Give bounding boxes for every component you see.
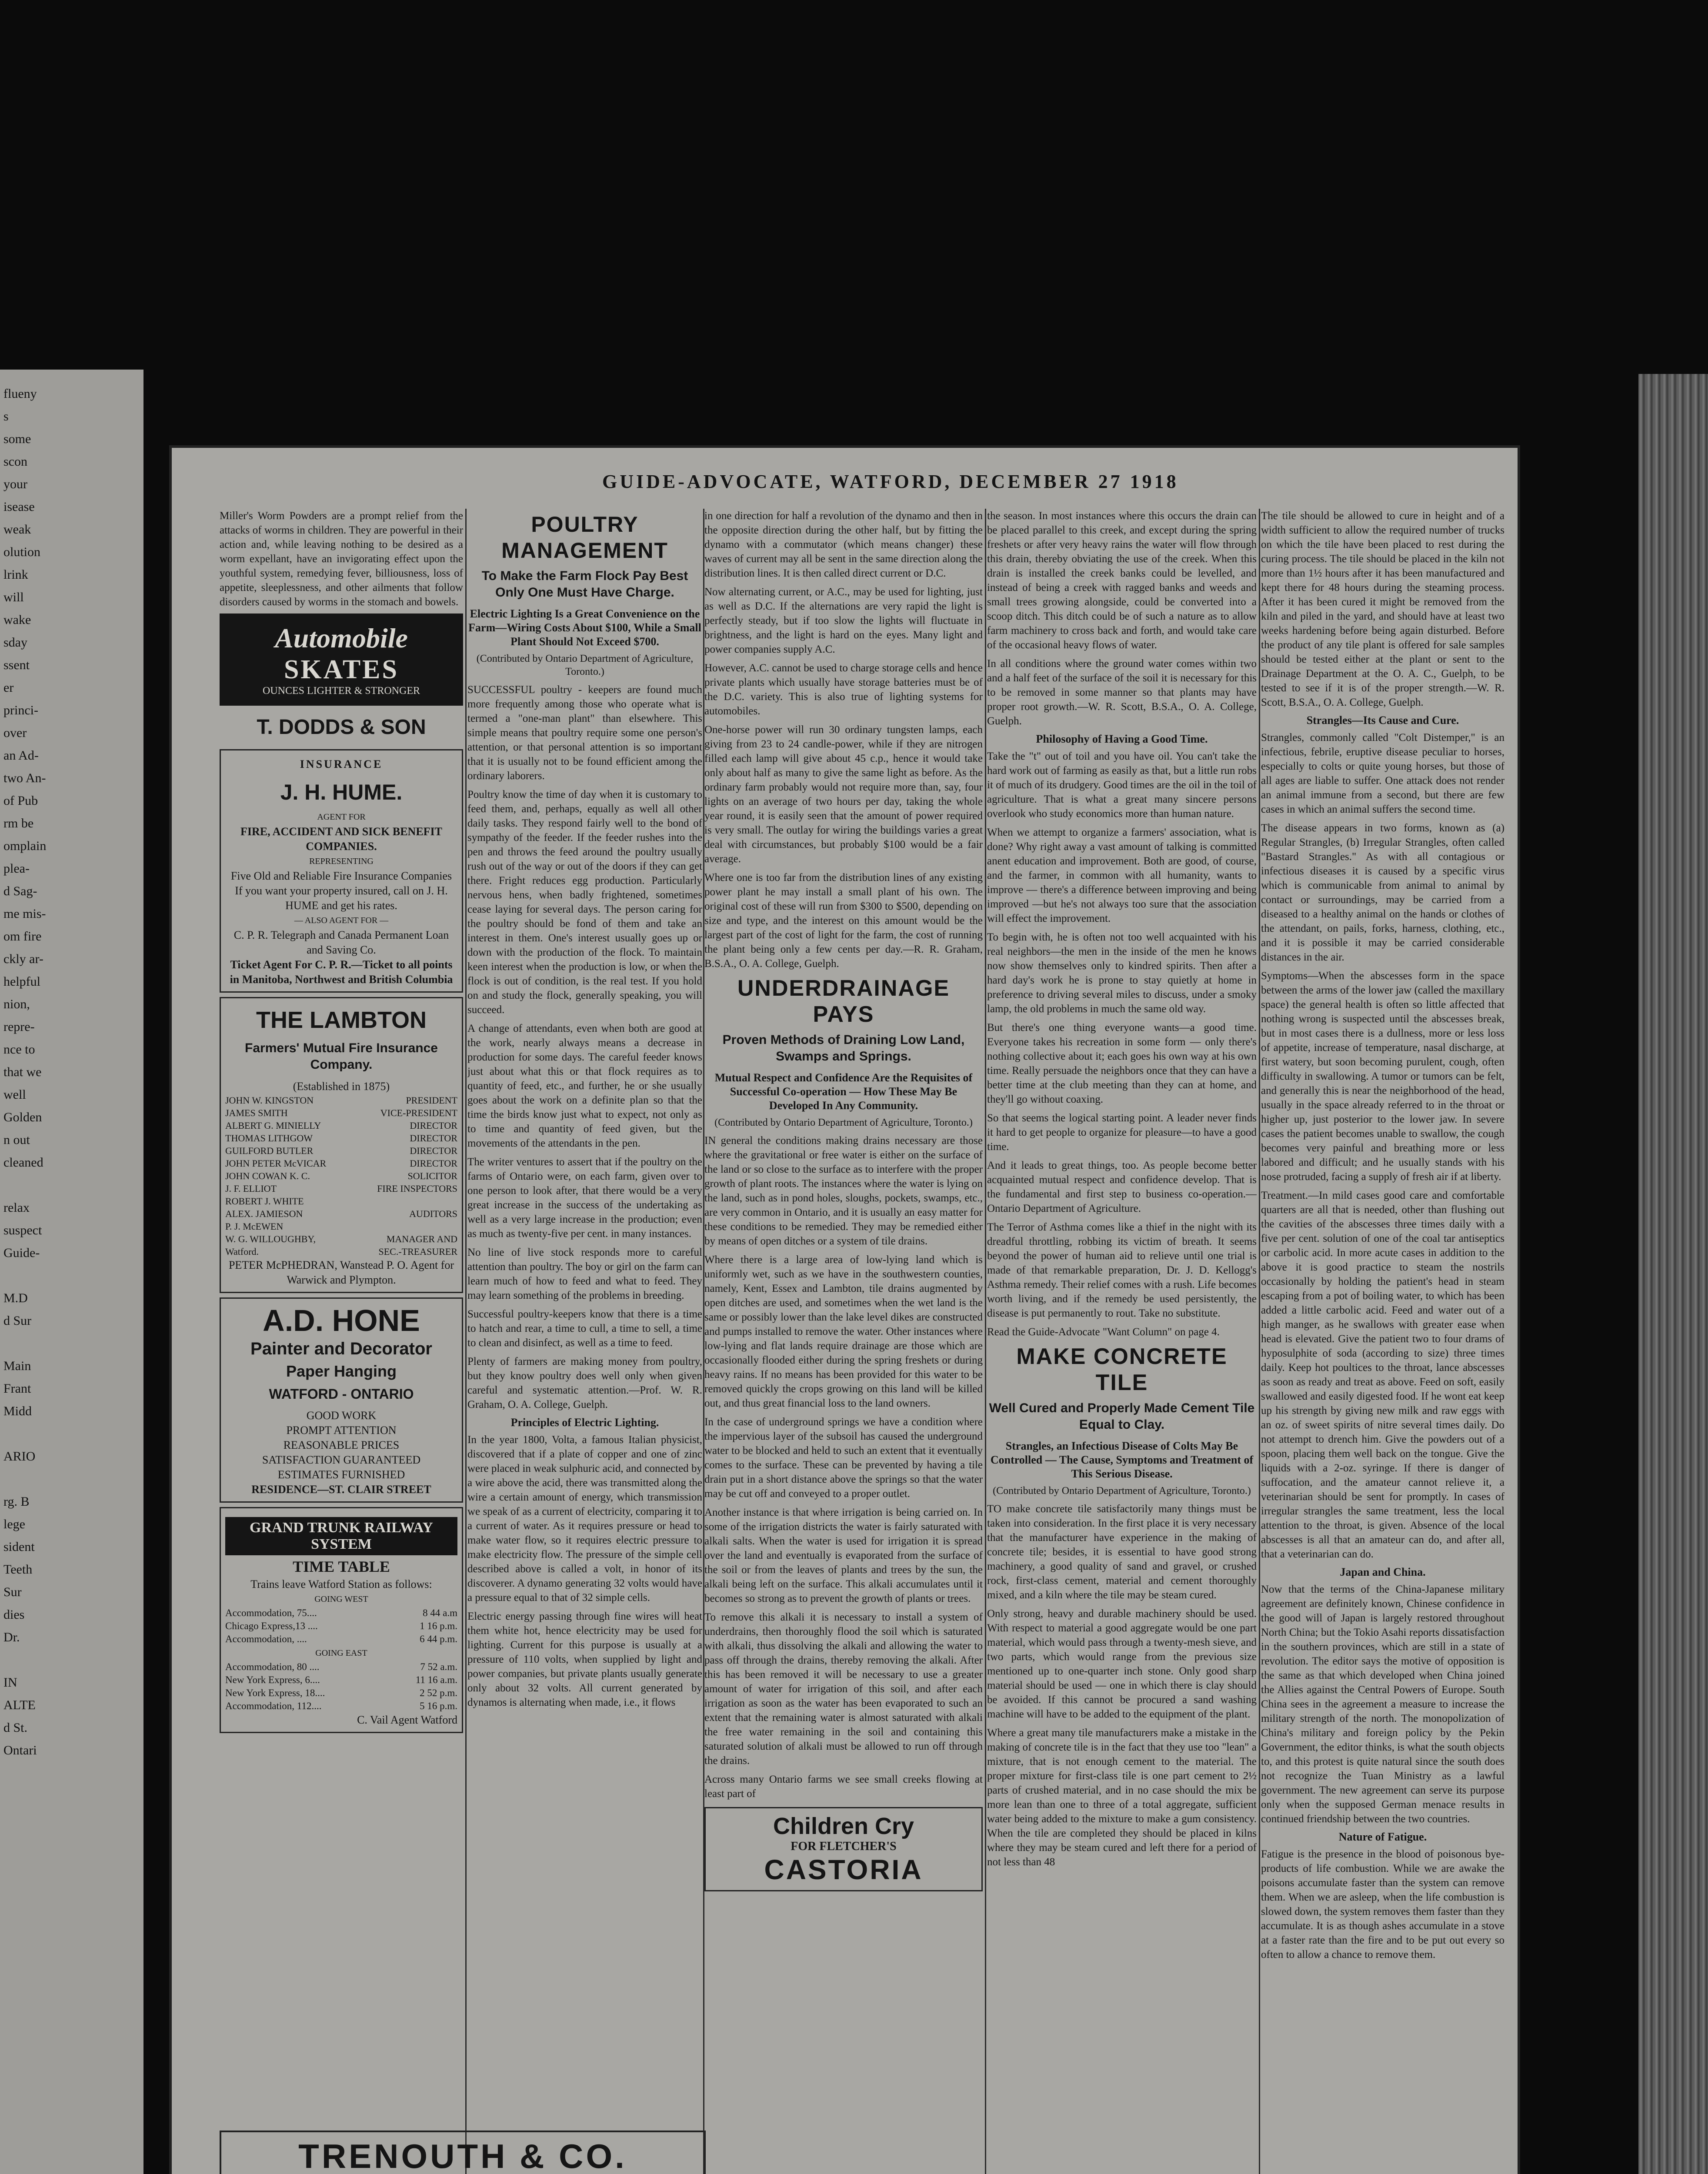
paragraph: When we attempt to organize a farmers' association, what is done? Why right away a vast amount of talking is committed anent education and improvement. Both are good, of course, and the farmer, in common with all humanity, wants to improve — there's a difference between improving and being improved —but he's not always too sure that the association will effect the improvement. xyxy=(987,827,1257,924)
strangles-body xyxy=(1261,730,1505,1561)
station-agent: C. Vail Agent Watford xyxy=(357,1714,457,1726)
fatigue-title: Nature of Fatigue. xyxy=(1338,1831,1427,1843)
japan-china-title: Japan and China. xyxy=(1340,1566,1426,1578)
paragraph: Fatigue is the presence in the blood of poisonous bye-products of life combustion. While we are awake the poisons accumulate faster than the system can remove them. When we are asleep, when the life combustion is slowed down, the system removes them faster than they accumulate. It is as though ashes accumulate in a stove at a faster rate than the fire and to be put out every so often to allow a chance to remove them. xyxy=(1261,1848,1505,1961)
skates-tagline: OUNCES LIGHTER & STRONGER xyxy=(262,685,420,697)
hone-services xyxy=(225,1408,457,1482)
going-east-label: GOING EAST xyxy=(315,1648,367,1658)
column-strangles xyxy=(1261,509,1505,2174)
paragraph: TO make concrete tile satisfactorily many things must be taken into consideration. In the first place it is very necessary that the manufacturer have experience in the making of concrete tile; besides, it is essential to have good strong machinery, a good quality of sand and gravel, or crushed rock, first-class cement, material and cement thoroughly mixed, and a kiln where the tile may be steam cured. xyxy=(987,1503,1257,1601)
underdrainage-continued xyxy=(987,509,1257,728)
lambton-agent: PETER McPHEDRAN, Wanstead P. O. Agent for Warwick and Plympton. xyxy=(228,1259,454,1286)
japan-china-body xyxy=(1261,1582,1505,1826)
poultry-sub: Electric Lighting Is a Great Convenience on the Farm—Wiring Costs About $100, While a Small Plant Should Not Exceed $700. xyxy=(468,607,701,648)
electric-continued xyxy=(704,509,983,971)
officer-row xyxy=(225,1233,457,1245)
grand-trunk-logo: GRAND TRUNK RAILWAY SYSTEM xyxy=(225,1517,457,1555)
hone-line1: Painter and Decorator xyxy=(250,1339,432,1358)
hone-service-item: SATISFACTION GUARANTEED xyxy=(262,1454,421,1466)
poultry-deck: To Make the Farm Flock Pay Best Only One Must Have Charge. xyxy=(481,569,688,600)
officer-row-name: JAMES SMITH xyxy=(225,1107,288,1118)
paragraph: Only strong, heavy and durable machinery should be used. With respect to material a good aggregate would be one part material, which would pass through a twenty-mesh sieve, and two parts, which would range from the previous size mentioned up to one-quarter inch stone. Only good sharp material should be used — one in which there is clay should be avoided. If this cannot be procured a sand washing machine will have to be added to the equipment of the plant. xyxy=(987,1608,1257,1720)
hone-ad xyxy=(220,1297,463,1503)
concrete-tile-deck: Well Cured and Properly Made Cement Tile Equal to Clay. xyxy=(989,1401,1255,1432)
paragraph: But there's one thing everyone wants—a good time. Everyone takes his recreation in some form — only there's nothing collective about it; each goes his own way at his own time. Really persuade the neighbors once that they can have a better time at the club meeting than they can at home, and they'll go without coaxing. xyxy=(987,1022,1257,1105)
agent-for-label: AGENT FOR xyxy=(317,812,366,822)
paragraph: Poultry know the time of day when it is customary to feed them, and, perhaps, equally as well all other daily tasks. They respond fairly well to the bond of sympathy of the feeder. If the feeder rushes into the pen and throws the feed around the poultry usually rush out of the way or out of the doors if they can get there. Fright reduces egg production. Particularly nervous hens, when badly frightened, sometimes cease laying for several days. The person caring for the poultry should be fond of them and take an interest in them. One's interest usually goes up or down with the production of the flock. To maintain keen interest when the production is low, or when the flock is out of condition, is the real test. If you hold on and study the flock, generally speaking, you will succeed. xyxy=(467,789,702,1016)
column-concrete-tile xyxy=(987,509,1257,2174)
underdrainage-sub: Mutual Respect and Confidence Are the Requisites of Successful Co-operation — How These May Be Developed In Any Community. xyxy=(714,1071,973,1112)
concrete-tile-body xyxy=(987,1502,1257,1869)
officer-row xyxy=(225,1195,457,1207)
officer-row-role: PRESIDENT xyxy=(406,1095,457,1106)
adjacent-page-fragment xyxy=(0,370,143,2174)
lambton-subtitle: Farmers' Mutual Fire Insurance Company. xyxy=(245,1041,438,1072)
officer-row-name: W. G. WILLOUGHBY, xyxy=(225,1234,316,1244)
officer-row-role: DIRECTOR xyxy=(410,1158,457,1169)
train-row-train: Chicago Express,13 .... xyxy=(225,1620,318,1631)
going-west-label: GOING WEST xyxy=(314,1594,368,1604)
asthma-notice: The Terror of Asthma comes like a thief in the night with its dreadful throttling, robbing its victim of breath. It seems beyond the power of human aid to relieve until one trial is made of that remarkable preparation, Dr. J. D. Kellogg's Asthma remedy. Their relief comes with a rush. Life becomes worth living, and if the remedy be used persistently, the disease is put permanently to rout. Take no substitute. xyxy=(987,1221,1257,1319)
insurance-agent-name: J. H. HUME. xyxy=(280,780,403,804)
train-row-train: Accommodation, 112.... xyxy=(225,1701,322,1711)
paragraph: Now alternating current, or A.C., may be used for lighting, just as well as D.C. If the alternations are very rapid the light is perfectly steady, but if too slow the lights will fluctuate in brightness, and the light is hard on the eyes. Many light and power companies supply A.C. xyxy=(704,586,983,655)
hone-service-item: GOOD WORK xyxy=(306,1409,377,1422)
train-row-time: 1 16 p.m. xyxy=(420,1620,457,1631)
paragraph: IN general the conditions making drains necessary are those where the gravitational or free water is either on the surface of the land or so close to the surface as to interfere with the proper growth of plant roots. The instances where the water is lying on the land, such as in pond holes, sloughs, pockets, swamps, etc., are very common in Ontario, and it is usually an easy matter for these conditions to be remedied. They may be remedied either by means of open ditches or a system of tile drains. xyxy=(704,1135,983,1247)
hone-service-item: REASONABLE PRICES xyxy=(283,1439,400,1451)
also-agent-label: — ALSO AGENT FOR — xyxy=(294,916,389,925)
underdrainage-headline: UNDERDRAINAGE PAYS xyxy=(737,976,950,1027)
paragraph: To begin with, he is often not too well acquainted with his real neighbors—the men in the inside of the men he knows now show themselves only to kindred spirits. Then after a hard day's work he is prone to stay quietly at home in preference to driving several miles to discuss, under a smoky lamp, the old problems in much the same old way. xyxy=(987,931,1257,1015)
column-underdrainage xyxy=(704,509,983,2174)
column-poultry xyxy=(467,509,702,2117)
adjacent-page-edges xyxy=(1638,374,1708,2174)
officer-row xyxy=(225,1107,457,1119)
train-row-time: 8 44 a.m xyxy=(423,1607,457,1618)
representing-label: REPRESENTING xyxy=(309,857,374,866)
paragraph: Strangles, commonly called "Colt Distemper," is an infectious, febrile, eruptive disease peculiar to horses, especially to colts or quite young horses, but those of all ages are liable to suffer. One attack does not render an animal immune from a second, but there are few cases in which an animal suffers the second time. xyxy=(1261,732,1505,815)
paragraph: Where a great many tile manufacturers make a mistake in the making of concrete tile is in the fact that they use too "lean" a mixture, that is not enough cement to the material. The proper mixture for first-class tile is one part cement to 2½ parts of crushed material, and in no case should the mix be more lean than one to three of a total aggregate, sufficient water being added to the mixture to make a gum consistency. When the tile are completed they should be placed in kilns where they may be steam cured and left there for a period of not less than 48 xyxy=(987,1727,1257,1868)
trenouth-ad xyxy=(220,2131,706,2174)
insurance-representing: Five Old and Reliable Fire Insurance Companies xyxy=(230,870,452,882)
lambton-officers xyxy=(225,1094,457,1258)
tile-continued xyxy=(1261,509,1505,710)
officer-row-name: GUILFORD BUTLER xyxy=(225,1145,314,1156)
underdrainage-deck: Proven Methods of Draining Low Land, Swamps and Springs. xyxy=(722,1033,965,1064)
timetable-title: TIME TABLE xyxy=(293,1558,390,1575)
paragraph: Plenty of farmers are making money from poultry, but they know poultry does well only when given careful and systematic attention.—Prof. W. R. Graham, O. A. College, Guelph. xyxy=(467,1356,702,1410)
paragraph: the season. In most instances where this occurs the drain can be placed parallel to this creek, and except during the spring freshets or after very heavy rains the water will flow through this drain, thereby obviating the use of the creek. When this drain is installed the creek banks could be levelled, and instead of being a creek with ragged banks and weeds and small trees growing alongside, could be converted into a scoop ditch. This ditch could be of such a nature as to allow farm machinery to cross back and forth, and would take care of the occasional heavy flows of water. xyxy=(987,510,1257,651)
paragraph: One-horse power will run 30 ordinary tungsten lamps, each giving from 23 to 24 candle-power, while if they are nitrogen filled each lamp will give about 45 c.p., hence it would take only about half as many to give the same light as before. As the ordinary farm probably would not require more than, say, four lights on an average of two hours per day, taking the whole year round, it is easily seen that the amount of power required is very small. The outlay for wiring the buildings varies a great deal with circumstances, but probably $100 would be a fair average. xyxy=(704,724,983,865)
east-trains xyxy=(225,1661,457,1713)
trenouth-title: TRENOUTH & CO. xyxy=(298,2137,627,2174)
hone-title: A.D. HONE xyxy=(263,1304,420,1337)
castoria-line2: FOR FLETCHER'S xyxy=(791,1840,897,1853)
train-row xyxy=(225,1687,457,1700)
concrete-tile-sub: Strangles, an Infectious Disease of Colts May Be Controlled — The Cause, Symptoms and Treatment of This Serious Disease. xyxy=(990,1440,1254,1480)
officer-row-role: FIRE INSPECTORS xyxy=(377,1183,457,1194)
skates-brand: Automobile xyxy=(275,623,408,654)
train-row-time: 11 16 a.m. xyxy=(415,1674,457,1685)
officer-row-role: AUDITORS xyxy=(409,1208,457,1219)
train-row-train: New York Express, 6.... xyxy=(225,1674,320,1685)
timetable-ad xyxy=(220,1507,463,1733)
insurance-ad xyxy=(220,749,463,993)
poultry-headline: POULTRY MANAGEMENT xyxy=(501,512,668,563)
paragraph: Now that the terms of the China-Japanese military agreement are definitely known, Chinese confidence in the good will of Japan is largely restored throughout North China; but the Tokio Asahi reports dissatisfaction in the southern provinces, which are still in a state of revolution. The editor says the motive of opposition is the same as that which developed when China joined the Allies against the Central Powers of Europe. South China sees in the agreement a measure to increase the military strength of the north. The monopolization of China's military and foreign policy by the Pekin Government, the editor thinks, is what the south objects to, and this protest is quite natural since the south does not recognize the Tuan Ministry as a lawful government. The new agreement can serve its purpose only when the supposed German menace results in continued friendship between the two countries. xyxy=(1261,1584,1505,1825)
hone-line2: Paper Hanging xyxy=(286,1362,397,1380)
concrete-tile-credit: (Contributed by Ontario Department of Agriculture, Toronto.) xyxy=(993,1485,1251,1497)
officer-row-role: SEC.-TREASURER xyxy=(378,1246,457,1257)
officer-row-role: DIRECTOR xyxy=(410,1145,457,1156)
column-rule xyxy=(465,509,467,2174)
paragraph: SUCCESSFUL poultry - keepers are found much more frequently among those who operate what is termed a "one-man plant" than elsewhere. This simple means that poultry require some one person's attention, or that personal attention is so important that it is usually not to be found efficient among the ordinary laborers. xyxy=(467,684,702,782)
ticket-agent: Ticket Agent For C. P. R.—Ticket to all points in Manitoba, Northwest and British Columbia xyxy=(230,958,453,986)
skates-product: SKATES xyxy=(284,655,399,684)
train-row-train: Accommodation, 75.... xyxy=(225,1607,317,1618)
skates-ad xyxy=(220,614,463,706)
hone-town: WATFORD - ONTARIO xyxy=(269,1386,414,1402)
column-ads xyxy=(220,509,463,2174)
train-row-train: Accommodation, 80 .... xyxy=(225,1661,320,1672)
officer-row-name: J. F. ELLIOT xyxy=(225,1183,277,1194)
train-row xyxy=(225,1674,457,1687)
officer-row-name: P. J. McEWEN xyxy=(225,1221,284,1232)
paragraph: A change of attendants, even when both are good at the work, nearly always means a decrease in production for some days. The careful feeder knows just about what this or that flock requires as to quantity of feed, etc., and further, he or she usually goes about the work on a definite plan so that the time the birds know just what to expect, not only as to time and quantity of feed given, but the movements of the attendants in the pen. xyxy=(467,1023,702,1149)
worm-powders-notice: Miller's Worm Powders are a prompt relief from the attacks of worms in children. They are powerful in their action and, while leaving nothing to be desired as a worm expellant, have an invigorating effect upon the youthful system, remedying fever, billiousness, loss of appetite, sleeplessness, and other ailments that follow disorders caused by worms in the stomach and bowels. xyxy=(220,510,463,608)
hone-service-item: PROMPT ATTENTION xyxy=(286,1424,397,1437)
paragraph: And it leads to great things, too. As people become better acquainted mutual respect and confidence develop. That is the fundamental and first step to business co-operation.—Ontario Department of Agriculture. xyxy=(987,1160,1257,1214)
officer-row xyxy=(225,1157,457,1170)
train-row xyxy=(225,1620,457,1633)
lambton-insurance-ad xyxy=(220,997,463,1293)
train-row xyxy=(225,1700,457,1713)
castoria-ad xyxy=(704,1807,983,1891)
train-row-time: 5 16 p.m. xyxy=(420,1701,457,1711)
officer-row xyxy=(225,1144,457,1157)
train-row xyxy=(225,1661,457,1674)
officer-row-name: THOMAS LITHGOW xyxy=(225,1133,313,1144)
fatigue-body xyxy=(1261,1847,1505,1962)
train-row-train: New York Express, 18.... xyxy=(225,1687,325,1698)
paragraph: Symptoms—When the abscesses form in the space between the arms of the lower jaw (called the maxillary space) the general health is often so little affected that nothing wrong is suspected until the abscesses break, but in most cases there is a dullness, more or less loss of appetite, increase of temperature, nasal discharge, at first watery, but soon becoming purulent, cough, often difficulty in swallowing. A tumor or tumors can be felt, and generally this is near the neighborhood of the head, usually in the space already referred to in the throat or higher up, just posterior to the lower jaw. In severe cases the patient becomes unable to swallow, the cough becomes very painful and breathing more or less labored and difficult; and he usually stands with his nose protruded, facing a supply of fresh air if at liberty. xyxy=(1261,970,1505,1183)
officer-row xyxy=(225,1132,457,1144)
hone-service-item: ESTIMATES FURNISHED xyxy=(277,1468,405,1481)
paragraph: Where there is a large area of low-lying land which is uniformly wet, such as we have in the southwestern counties, namely, Kent, Essex and Lambton, tile drains augmented by open ditches are used, and sometimes when the wet land is the same or possibly lower than the lake level dikes are constructed and pumps installed to remove the water. Other instances where low-lying and flat lands require drainage are those which are occasionally flooded either during the spring freshets or during heavy rains. If no means has been provided for this water to be removed quickly the crops growing on this land will be killed out, and thus great financial loss to the land owners. xyxy=(704,1254,983,1409)
adjacent-page-text: flueny s some scon your isease weak olution lrink will wake sday ssent er princi- over an Ad- two An- of Pub rm be omplain plea- d Sag- me mis- om fire ckly ar- helpful nion, repre- nce to that we well Golden n out cleaned relax suspect Guide- M.D d Sur Main Frant Midd ARIO rg. B lege sident Teeth Sur dies Dr. IN ALTE d St. Ontari xyxy=(3,387,47,1757)
paragraph: The tile should be allowed to cure in height and of a width sufficient to allow the required number of trucks on which the tile have been placed to rest during the curing process. The tile should be placed in the kiln not more than 1½ hours after it has been manufactured and kept there for 48 hours during the steaming process. After it has been cured it might be removed from the kiln and piled in the yard, and should have at least two weeks hardening before being again disturbed. Before the product of any tile plant is offered for sale samples should be tested either at the plant or sent to the Drainage Department at the O. A. C., Guelph, to be tested to see if it is of the proper strength.—W. R. Scott, B.S.A., O. A. College, Guelph. xyxy=(1261,510,1505,708)
paragraph: Successful poultry-keepers know that there is a time to hatch and rear, a time to cull, a time to sell, a time to clean and disinfect, as well as a time to feed. xyxy=(467,1308,702,1349)
masthead: GUIDE-ADVOCATE, WATFORD, DECEMBER 27 1918 xyxy=(602,471,1179,492)
officer-row-name: ROBERT J. WHITE xyxy=(225,1196,304,1207)
column-rule xyxy=(985,509,986,2174)
paragraph: Treatment.—In mild cases good care and comfortable quarters are all that is needed, other than flushing out the cavities of the abscesses three times daily with a five per cent. solution of one of the coal tar antiseptics or carbolic acid. In more acute cases in addition to the above it is good practice to steam the nostrils occasionally by holding the patient's head in steam escaping from a pot of boiling water, to which has been added a little carbolic acid. Feed and water out of a high manger, as he swallows with greater ease when head is elevated. Give the patient two to four drams of hyposulphite of soda (according to size) three times daily. Keep hot poultices to the throat, lance abscesses as soon as ready and treat as above. Feed on soft, easily swallowed and easily digested food. If he wont eat keep up his strength by giving new milk and raw eggs with an oz. of sweet spirits of nitre several times daily. Do not attempt to drench him. Give the powders out of a spoon, placing them well back on the tongue. Give the liquids with a 2-oz. syringe. If there is danger of suffocation, and the amateur cannot relieve it, a veterinarian should be sent for promptly. In cases of irregular strangles the same treatment, less the local attention to the throat, is given. Absence of the local abscesses is all that an amateur can do, and after all, that a veterinarian can do. xyxy=(1261,1190,1505,1560)
paragraph: The writer ventures to assert that if the poultry on the farms of Ontario were, on each farm, given over to one person to look after, that there would be a very great increase in the success of the undertaking as well as a very large increase in the production; even as much as twenty-five per cent. in many instances. xyxy=(467,1156,702,1240)
insurance-prompt: If you want your property insured, call on J. H. HUME and get his rates. xyxy=(235,884,448,912)
paragraph: Another instance is that where irrigation is being carried on. In some of the irrigation districts the water is fairly saturated with alkali salts. When the water is used for irrigation it is spread over the land and eventually is evaporated from the surface of the soil or from the leaves of plants and trees by the sun, the alkali being left on the surface. This alkali accumulates until it becomes so strong as to prevent the growth of plants or trees. xyxy=(704,1507,983,1604)
concrete-tile-headline: MAKE CONCRETE TILE xyxy=(1016,1344,1228,1395)
insurance-companies: FIRE, ACCIDENT AND SICK BENEFIT COMPANIES. xyxy=(240,825,442,853)
insurance-heading: INSURANCE xyxy=(300,758,383,770)
castoria-line3: CASTORIA xyxy=(764,1854,923,1885)
poultry-body xyxy=(467,683,702,1412)
train-row xyxy=(225,1607,457,1620)
officer-row-role: DIRECTOR xyxy=(410,1120,457,1131)
paragraph: in one direction for half a revolution of the dynamo and then in the opposite direction during the other half, but by fitting the dynamo with a commutator (which means changer) these waves of current may all be sent in the same direction along the distribution lines. It is then called direct current or D.C. xyxy=(704,510,983,579)
officer-row xyxy=(225,1207,457,1220)
officer-row-name: JOHN PETER McVICAR xyxy=(225,1158,327,1169)
newspaper-page xyxy=(172,448,1518,2174)
officer-row-role: MANAGER AND xyxy=(386,1234,457,1244)
strangles-title: Strangles—Its Cause and Cure. xyxy=(1306,714,1459,727)
paragraph: In the year 1800, Volta, a famous Italian physicist, discovered that if a plate of copper and one of zinc were placed in weak sulphuric acid, and connected by a wire above the acid, there was transmitted along the wire a certain amount of energy, which transmission we speak of as a current of electricity, comparing it to a current of water. As it requires pressure or head to make water flow, so it requires electric pressure to make electricity flow. The pressure of the simple cell described above is called a volt, in honor of its discoverer. A dynamo generating 32 volts would have a pressure equal to that of 32 simple cells. xyxy=(467,1434,702,1604)
paragraph: In the case of underground springs we have a condition where the impervious layer of the subsoil has caused the underground water to be blocked and held to such an extent that it eventually comes to the surface. These can be prevented by having a tile drain put in a short distance above the springs so that the water may be cut off and conveyed to a proper outlet. xyxy=(704,1416,983,1500)
train-row xyxy=(225,1633,457,1646)
officer-row xyxy=(225,1220,457,1233)
officer-row-role: VICE-PRESIDENT xyxy=(380,1107,457,1118)
officer-row xyxy=(225,1182,457,1195)
paragraph: Across many Ontario farms we see small creeks flowing at least part of xyxy=(704,1774,983,1800)
paragraph: Where one is too far from the distribution lines of any existing power plant he may install a small plant of his own. The original cost of these will run from $300 to $500, depending on size and type, and the interest on this amount would be the largest part of the cost of light for the farm, the cost of running the plant being only a few cents per day.—R. R. Graham, B.S.A., O. A. College, Guelph. xyxy=(704,872,983,970)
officer-row-role: DIRECTOR xyxy=(410,1133,457,1144)
officer-row xyxy=(225,1170,457,1182)
poultry-credit: (Contributed by Ontario Department of Agriculture, Toronto.) xyxy=(476,653,694,677)
good-time-title: Philosophy of Having a Good Time. xyxy=(1036,733,1208,745)
insurance-also: C. P. R. Telegraph and Canada Permanent Loan and Saving Co. xyxy=(234,929,449,956)
train-row-time: 7 52 a.m. xyxy=(420,1661,457,1672)
lambton-established: (Established in 1875) xyxy=(293,1080,390,1093)
electric-section-title: Principles of Electric Lighting. xyxy=(510,1416,659,1429)
officer-row-name: ALBERT G. MINIELLY xyxy=(225,1120,321,1131)
officer-row-name: ALEX. JAMIESON xyxy=(225,1208,303,1219)
underdrainage-credit: (Contributed by Ontario Department of Agriculture, Toronto.) xyxy=(714,1117,973,1128)
officer-row-name: JOHN W. KINGSTON xyxy=(225,1095,314,1106)
column-rule xyxy=(1259,509,1260,2174)
officer-row-role: SOLICITOR xyxy=(407,1170,457,1181)
underdrainage-body xyxy=(704,1134,983,1801)
officer-row xyxy=(225,1245,457,1258)
want-column-note: Read the Guide-Advocate "Want Column" on page 4. xyxy=(987,1326,1220,1338)
paragraph: Electric energy passing through fine wires will heat them white hot, hence electricity may be used for lighting. Current for this purpose is usually at a pressure of 110 volts, when supplied by light and power companies, but private plants usually generate only about 32 volts. All current generated by dynamos is alternating when made, i.e., it flows xyxy=(467,1610,702,1708)
paragraph: In all conditions where the ground water comes within two and a half feet of the surface of the soil it is necessary for this to be removed in some manner so that plants may have proper root growth.—W. R. Scott, B.S.A., O. A. College, Guelph. xyxy=(987,658,1257,727)
officer-row-name: Watford. xyxy=(225,1246,259,1257)
castoria-line1: Children Cry xyxy=(773,1813,914,1839)
lambton-title: THE LAMBTON xyxy=(256,1007,427,1033)
good-time-body xyxy=(987,749,1257,1216)
paragraph: The disease appears in two forms, known as (a) Regular Strangles, (b) Irregular Strangles, often called "Bastard Strangles." As with all contagious or infectious diseases it is caused by a specific virus which is communicable from animal to animal by contact or surroundings, may be carried from a diseased to a healthy animal on the hands or clothes of the attendant, on pails, forks, harness, clothing, etc., and it is possible it may be carried considerable distances in the air. xyxy=(1261,822,1505,963)
paragraph: Take the "t" out of toil and you have oil. You can't take the hard work out of farming as easily as that, but a little run robs it of much of its drudgery. Good times are the oil in the toil of agriculture. That is what a great many sincere persons overlook who study economics more than human nature. xyxy=(987,750,1257,820)
electric-body xyxy=(467,1433,702,1710)
paragraph: To remove this alkali it is necessary to install a system of underdrains, then thoroughly flood the soil which is saturated with alkali, thus dissolving the alkali and allowing the water to pass off through the drains, thereby removing the alkali. After this has been removed it will be necessary to use a greater amount of water for irrigation of this soil, and after each irrigation as soon as the water has been evaporated to such an extent that the remaining water is almost saturated with alkali the free water remaining in the soil and containing this saturated solution of alkali must be allowed to run off through the drains. xyxy=(704,1611,983,1767)
paragraph: No line of live stock responds more to careful attention than poultry. The boy or girl on the farm can learn much of how to feed and what to feed. They may learn something of the problems in breeding. xyxy=(467,1247,702,1301)
paragraph: However, A.C. cannot be used to charge storage cells and hence private plants which usually have storage batteries must be of the D.C. variety. This is also true of lighting systems for automobiles. xyxy=(704,662,983,717)
dodds-dealer: T. DODDS & SON xyxy=(257,716,426,739)
officer-row xyxy=(225,1094,457,1107)
officer-row-name: JOHN COWAN K. C. xyxy=(225,1170,310,1181)
train-row-time: 2 52 p.m. xyxy=(420,1687,457,1698)
hone-residence: RESIDENCE—ST. CLAIR STREET xyxy=(251,1483,431,1496)
train-row-time: 6 44 p.m. xyxy=(420,1634,457,1644)
paragraph: So that seems the logical starting point. A leader never finds it hard to get people to organize for pleasure—to have a good time. xyxy=(987,1112,1257,1153)
officer-row xyxy=(225,1119,457,1132)
west-trains xyxy=(225,1607,457,1646)
timetable-intro: Trains leave Watford Station as follows: xyxy=(250,1578,432,1590)
train-row-train: Accommodation, .... xyxy=(225,1634,307,1644)
